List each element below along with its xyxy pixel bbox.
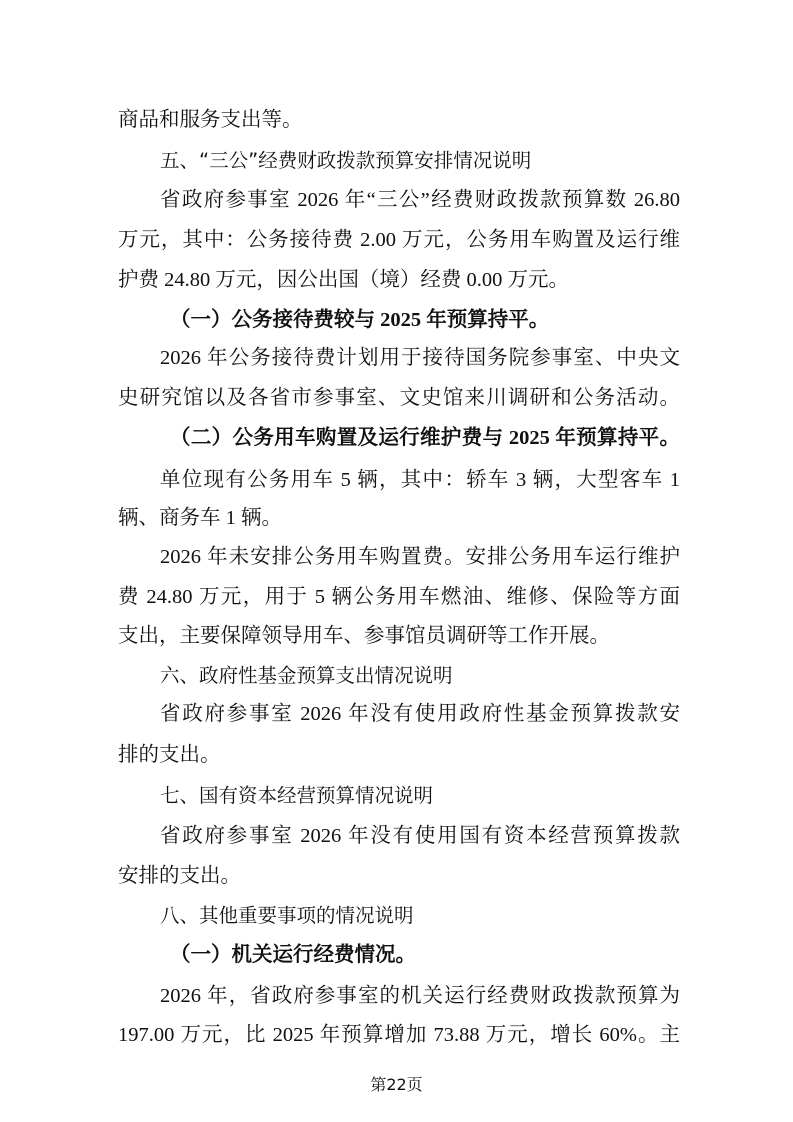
paragraph-line: 支出，主要保障领导用车、参事馆员调研等工作开展。 xyxy=(118,625,610,647)
paragraph-line: 2026 年，省政府参事室的机关运行经费财政拨款预算为 xyxy=(160,985,680,1007)
paragraph-line: 护费 24.80 万元，因公出国（境）经费 0.00 万元。 xyxy=(118,269,569,291)
paragraph-line: 商品和服务支出等。 xyxy=(118,109,303,131)
paragraph-line: 安排的支出。 xyxy=(118,865,241,887)
paragraph-line: 省政府参事室 2026 年没有使用政府性基金预算拨款安 xyxy=(160,703,680,725)
paragraph-line: 万元，其中：公务接待费 2.00 万元，公务用车购置及运行维 xyxy=(118,229,680,251)
section-heading: 七、国有资本经营预算情况说明 xyxy=(160,784,434,807)
paragraph-line: 197.00 万元，比 2025 年预算增加 73.88 万元，增长 60%。主 xyxy=(118,1024,680,1046)
subsection-heading: （一）公务接待费较与 2025 年预算持平。 xyxy=(170,309,550,331)
paragraph-line: 史研究馆以及各省市参事室、文史馆来川调研和公务活动。 xyxy=(118,387,680,409)
subsection-heading: （一）机关运行经费情况。 xyxy=(170,944,416,966)
paragraph-line: 辆、商务车 1 辆。 xyxy=(118,507,282,529)
paragraph-line: 费 24.80 万元，用于 5 辆公务用车燃油、维修、保险等方面 xyxy=(118,586,680,608)
paragraph-line: 2026 年未安排公务用车购置费。安排公务用车运行维护 xyxy=(160,546,680,568)
section-heading: 五、“三公”经费财政拨款预算安排情况说明 xyxy=(160,149,532,172)
section-heading: 六、政府性基金预算支出情况说明 xyxy=(160,664,453,687)
page-number: 第22页 xyxy=(370,1075,423,1094)
paragraph-line: 单位现有公务用车 5 辆，其中：轿车 3 辆，大型客车 1 xyxy=(160,469,680,491)
paragraph-line: 省政府参事室 2026 年没有使用国有资本经营预算拨款 xyxy=(160,825,680,847)
subsection-heading: （二）公务用车购置及运行维护费与 2025 年预算持平。 xyxy=(170,427,680,449)
paragraph-line: 2026 年公务接待费计划用于接待国务院参事室、中央文 xyxy=(160,347,680,369)
paragraph-line: 排的支出。 xyxy=(118,744,221,766)
paragraph-line: 省政府参事室 2026 年“三公”经费财政拨款预算数 26.80 xyxy=(160,189,680,211)
section-heading: 八、其他重要事项的情况说明 xyxy=(160,904,414,927)
